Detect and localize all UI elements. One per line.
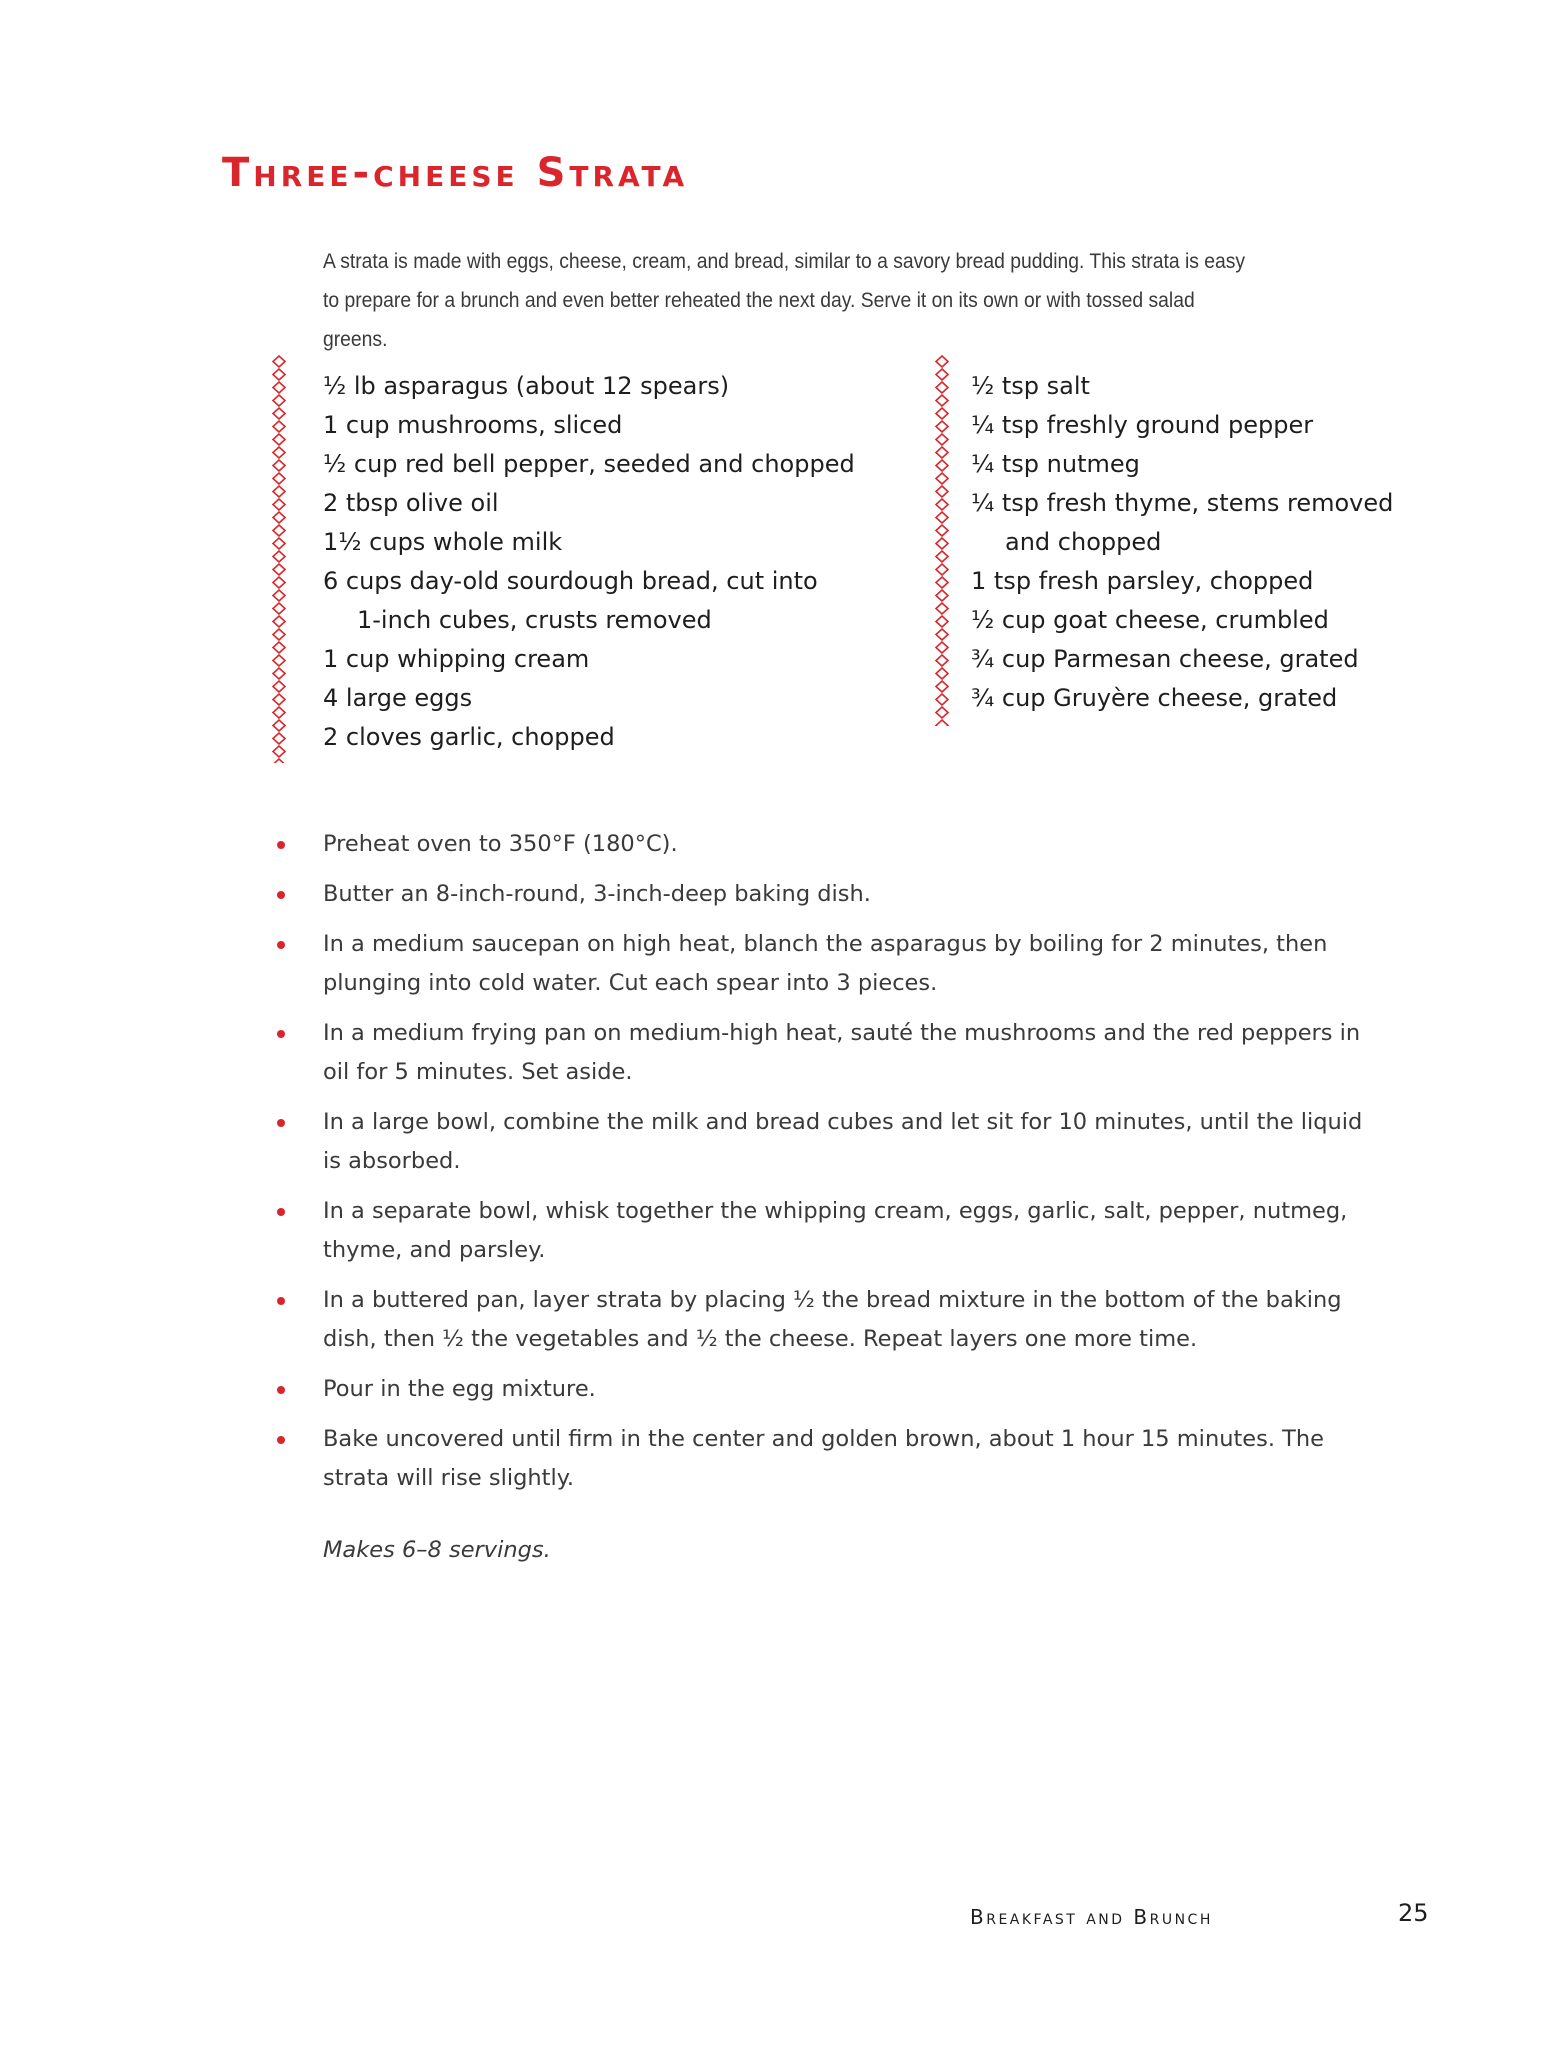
method-step: Preheat oven to 350°F (180°C). <box>323 825 1383 864</box>
ingredient-item: 4 large eggs <box>323 684 473 712</box>
ingredient-item: 2 tbsp olive oil <box>323 489 499 517</box>
ingredient-item: ½ lb asparagus (about 12 spears) <box>323 372 730 400</box>
method-step: Butter an 8-inch-round, 3-inch-deep baking dish. <box>323 875 1383 914</box>
method-step: In a medium saucepan on high heat, blanch the asparagus by boiling for 2 minutes, then plunging into cold water. Cut each spear into 3 pieces. <box>323 925 1383 1003</box>
method-step: Bake uncovered until firm in the center and golden brown, about 1 hour 15 minutes. The strata will rise slightly. <box>323 1420 1383 1498</box>
ingredient-item: ¼ tsp nutmeg <box>971 450 1140 478</box>
ingredient-item: 1 cup mushrooms, sliced <box>323 411 623 439</box>
ingredient-item: 2 cloves garlic, chopped <box>323 723 615 751</box>
ingredient-item: ¾ cup Gruyère cheese, grated <box>971 684 1338 712</box>
recipe-yield: Makes 6–8 servings. <box>323 1537 551 1563</box>
method-step: Pour in the egg mixture. <box>323 1370 1383 1409</box>
ingredient-item: ¼ tsp fresh thyme, stems removed <box>971 489 1394 517</box>
ingredient-item: 1 cup whipping cream <box>323 645 590 673</box>
method-step: In a buttered pan, layer strata by placing ½ the bread mixture in the bottom of the baking dish, then ½ the vegetables and ½ the cheese. Repeat layers one more time. <box>323 1281 1383 1359</box>
diamond-chain-icon <box>934 355 950 726</box>
method-step: In a large bowl, combine the milk and bread cubes and let sit for 10 minutes, until the liquid is absorbed. <box>323 1103 1383 1181</box>
ingredient-item: 6 cups day-old sourdough bread, cut into <box>323 567 818 595</box>
ingredient-item: 1 tsp fresh parsley, chopped <box>971 567 1314 595</box>
ingredient-item-continuation: 1-inch cubes, crusts removed <box>357 606 712 634</box>
method-steps <box>323 825 1383 1509</box>
method-step: In a separate bowl, whisk together the whipping cream, eggs, garlic, salt, pepper, nutmeg, thyme, and parsley. <box>323 1192 1383 1270</box>
page-number: 25 <box>1398 1899 1429 1927</box>
diamond-chain-icon <box>271 355 287 763</box>
ingredient-item-continuation: and chopped <box>1005 528 1162 556</box>
ingredient-item: ¾ cup Parmesan cheese, grated <box>971 645 1359 673</box>
ingredient-item: ½ tsp salt <box>971 372 1090 400</box>
ingredient-list-right <box>971 367 1393 718</box>
ingredient-item: 1½ cups whole milk <box>323 528 563 556</box>
ingredient-item: ¼ tsp freshly ground pepper <box>971 411 1314 439</box>
ingredient-item: ½ cup red bell pepper, seeded and chopped <box>323 450 855 478</box>
section-footer: Breakfast and Brunch <box>970 1905 1213 1929</box>
recipe-intro: A strata is made with eggs, cheese, cream, and bread, similar to a savory bread pudding. This strata is easy to prepare for a brunch and even better reheated the next day. Serve it on its own or with tossed salad greens. <box>323 250 1246 351</box>
ingredient-item: ½ cup goat cheese, crumbled <box>971 606 1329 634</box>
recipe-title: Three-cheese Strata <box>222 150 689 196</box>
ingredient-list-left <box>323 367 855 757</box>
method-step: In a medium frying pan on medium-high heat, sauté the mushrooms and the red peppers in oil for 5 minutes. Set aside. <box>323 1014 1383 1092</box>
